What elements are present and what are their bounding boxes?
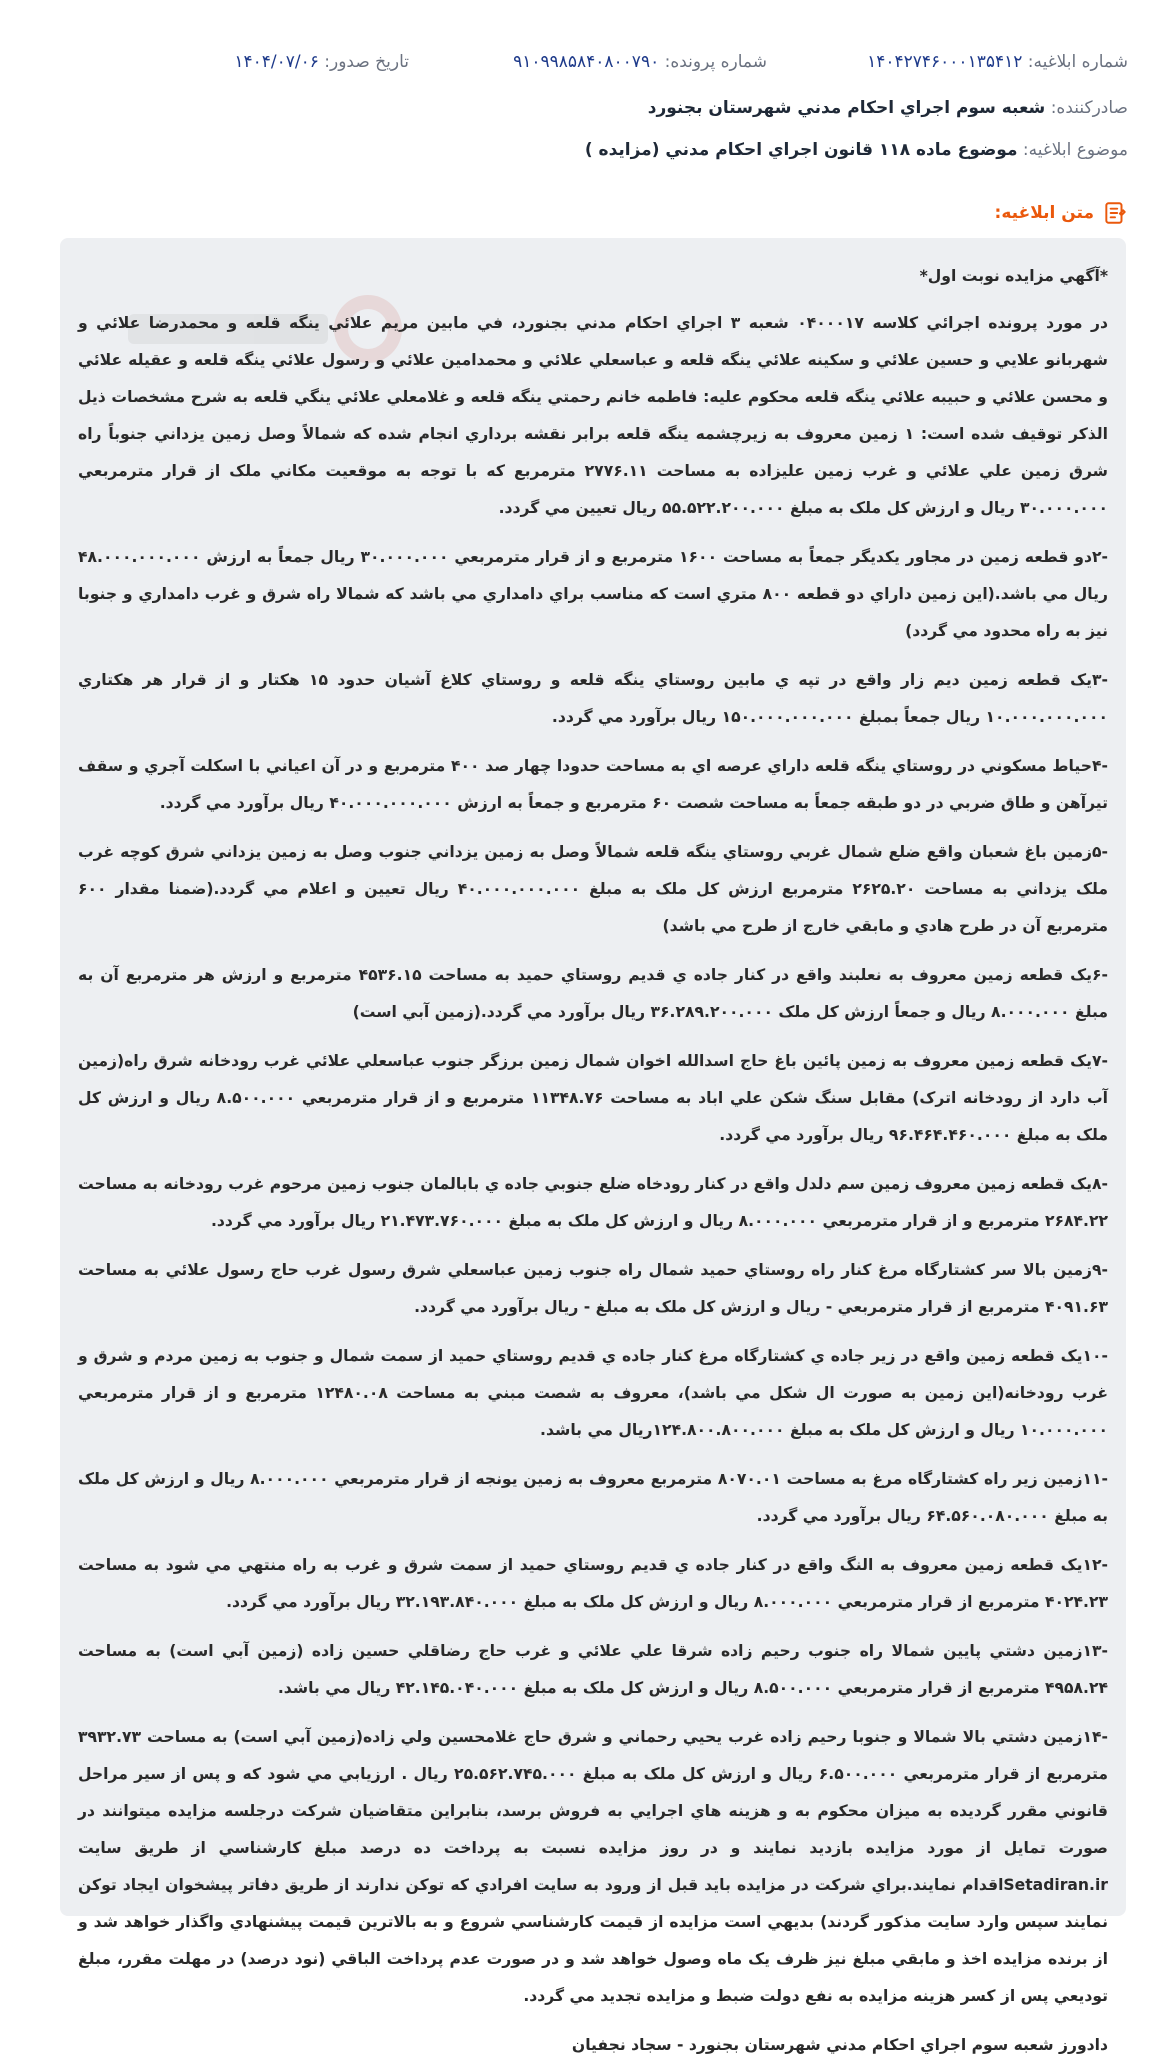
notice-paragraph: -۷يک قطعه زمين معروف به زمين پائين باغ حاج اسدالله اخوان شمال زمين برزگر جنوب عباسعلي علائي غرب رودخانه شرق راه(زمين آب دارد از رودخانه اترک) مقابل سنگ شکن علي اباد به مساحت ۱۱۳۴۸.۷۶ مترمربع و از قرار مترمربعي ۸.۵۰۰.۰۰۰ ريال و ارزش کل ملک به مبلغ ۹۶.۴۶۴.۴۶۰.۰۰۰ ريال برآورد مي گردد. (78, 1052, 1108, 1144)
notice-paragraph: -۲دو قطعه زمين در مجاور يکديگر جمعاً به مساحت ۱۶۰۰ مترمربع و از قرار مترمربعي ۳۰.۰۰۰.۰۰۰ ريال جمعاً به ارزش ۴۸.۰۰۰.۰۰۰.۰۰۰ ريال مي باشد.(اين زمين داراي دو قطعه ۸۰۰ متري است که مناسب براي دامداري مي باشد که شمالا راه شرق و غرب دامداري و جنوبا نيز به راه محدود مي گردد) (78, 548, 1109, 640)
notice-number-label: شماره ابلاغيه: (1027, 52, 1128, 72)
notice-paragraph: -۸يک قطعه زمين معروف زمين سم دلدل واقع در کنار رودخاه ضلع جنوبي جاده ي بابالمان جنوب زمين مرحوم غرب رودخانه به مساحت ۲۶۸۴.۲۲ مترمربع و از قرار مترمربعي ۸.۰۰۰.۰۰۰ ريال و ارزش کل ملک به مبلغ ۲۱.۴۷۳.۷۶۰.۰۰۰ ريال برآورد مي گردد. (78, 1175, 1108, 1230)
notice-body-box (60, 238, 1126, 2054)
notice-paragraph: -۱۰يک قطعه زمين واقع در زير جاده ي کشتارگاه مرغ کنار جاده ي قديم روستاي حميد از سمت شمال و جنوب به زمين مردم و شرق و غرب رودخانه(اين زمين به صورت ال شکل مي باشد)، معروف به شصت مبني به مساحت ۱۲۴۸۰.۰۸ مترمربع و از قرار مترمربعي ۱۰.۰۰۰.۰۰۰ ريال و ارزش کل ملک به مبلغ ۱۲۴.۸۰۰.۸۰۰.۰۰۰ريال مي باشد. (78, 1347, 1108, 1439)
issuer-line (648, 98, 1128, 118)
case-number (513, 52, 767, 72)
notice-paragraph: در مورد پرونده اجرائي کلاسه ۰۴۰۰۰۱۷ شعبه ۳ اجراي احکام مدني بجنورد، في مابين مريم علائي ينگه قلعه و محمدرضا علائي و شهربانو علايي و حسين علائي و سکينه علائي ينگه قلعه و عباسعلي علائي و محمدامين علائي و رسول علائي ينگه قلعه و عقيله علائي و محسن علائي و حبيبه علائي ينگه قلعه محکوم عليه: فاطمه خانم رحمتي ينگه قلعه و غلامعلي علائي ينگي قلعه به شرح مشخصات ذيل الذکر توقيف شده است: ۱ زمين معروف به زيرچشمه ينگه قلعه برابر نقشه برداري انجام شده که شمالاً وصل زمين يزداني جنوباً راه شرق زمين علي علائي و غرب زمين عليزاده به مساحت ۲۷۷۶.۱۱ مترمربع که با توجه به موقعيت مکاني ملک از قرار مترمربعي ۳۰.۰۰۰.۰۰۰ ريال و ارزش کل ملک به مبلغ ۵۵.۵۲۲.۲۰۰.۰۰۰ ريال تعيين مي گردد. (78, 314, 1108, 517)
notice-paragraph: -۴حياط مسکوني در روستاي ينگه قلعه داراي عرصه اي به مساحت حدودا چهار صد ۴۰۰ مترمربع و در آن اعياني با اسکلت آجري و سقف تيرآهن و طاق ضربي در دو طبقه جمعاً به مساحت شصت ۶۰ مترمربع و جمعاً به ارزش ۴۰.۰۰۰.۰۰۰.۰۰۰ ريال برآورد مي گردد. (78, 757, 1109, 812)
signature-line: دادورز شعبه سوم اجراي احکام مدني شهرستان بجنورد - سجاد نجفيان (571, 2036, 1108, 2054)
notice-paragraph: -۵زمين باغ شعبان واقع ضلع شمال غربي روستاي ينگه قلعه شمالاً وصل به زمين يزداني جنوب وصل به زمين يزداني شرق کوچه غرب ملک يزداني به مساحت ۲۶۲۵.۲۰ مترمربع ارزش کل ملک به مبلغ ۴۰.۰۰۰.۰۰۰.۰۰۰ ريال تعيين و اعلام مي گردد.(ضمنا مقدار ۶۰۰ مترمربع آن در طرح هادي و مابقي خارج از طرح مي باشد) (78, 843, 1108, 935)
issue-date (234, 52, 409, 72)
notice-paragraph: -۱۲يک قطعه زمين معروف به النگ واقع در کنار جاده ي قديم روستاي حميد از سمت شرق و غرب به راه منتهي مي شود به مساحت ۴۰۲۴.۲۳ مترمربع از قرار مترمربعي ۸.۰۰۰.۰۰۰ ريال و ارزش کل ملک به مبلغ ۳۲.۱۹۳.۸۴۰.۰۰۰ ريال برآورد مي گردد. (78, 1556, 1108, 1611)
notice-body-heading (995, 200, 1128, 226)
notice-number-value: ۱۴۰۴۲۷۴۶۰۰۰۱۳۵۴۱۲ (867, 52, 1023, 72)
case-number-value: ۹۱۰۹۹۸۵۸۴۰۸۰۰۷۹۰ (513, 52, 660, 72)
notice-paragraph: -۱۱زمين زير راه کشتارگاه مرغ به مساحت ۸۰۷۰.۰۱ مترمربع معروف به زمين يونجه از قرار مترمربعي ۸.۰۰۰.۰۰۰ ريال و ارزش کل ملک به مبلغ ۶۴.۵۶۰.۰۸۰.۰۰۰ ريال برآورد مي گردد. (78, 1470, 1108, 1525)
header-row (0, 52, 1174, 80)
subject-value: موضوع ماده ۱۱۸ قانون اجراي احکام مدني (مزايده ) (584, 140, 1018, 160)
notice-paragraph: -۱۳زمين دشتي پايين شمالا راه جنوب رحيم زاده شرقا علي علائي و غرب حاج رضاقلي حسين زاده (زمين آبي است) به مساحت ۴۹۵۸.۲۴ مترمربع از قرار مترمربعي ۸.۵۰۰.۰۰۰ ريال و ارزش کل ملک به مبلغ ۴۲.۱۴۵.۰۴۰.۰۰۰ ريال مي باشد. (78, 1642, 1108, 1697)
issuer-label: صادرکننده: (1050, 98, 1128, 118)
issue-date-value: ۱۴۰۴/۰۷/۰۶ (234, 52, 319, 72)
notice-paragraph: -۶يک قطعه زمين معروف به نعلبند واقع در کنار جاده ي قديم روستاي حميد به مساحت ۴۵۳۶.۱۵ مترمربع و ارزش هر مترمربع آن به مبلغ ۸.۰۰۰.۰۰۰ ريال و جمعاً ارزش کل ملک ۳۶.۲۸۹.۲۰۰.۰۰۰ ريال برآورد مي گردد.(زمين آبي است) (78, 966, 1108, 1021)
document-text-icon (1102, 200, 1128, 226)
subject-line (585, 140, 1128, 160)
case-number-label: شماره پرونده: (664, 52, 767, 72)
notice-number (867, 52, 1128, 72)
subject-label: موضوع ابلاغيه: (1022, 140, 1128, 160)
issue-date-label: تاريخ صدور: (324, 52, 409, 72)
notice-paragraph: -۹زمين بالا سر کشتارگاه مرغ کنار راه روستاي حميد شمال راه جنوب زمين عباسعلي شرق رسول غرب حاج رسول علائي به مساحت ۴۰۹۱.۶۳ مترمربع از قرار مترمربعي - ريال و ارزش کل ملک به مبلغ - ريال برآورد مي گردد. (78, 1261, 1108, 1316)
notice-paragraph: -۳يک قطعه زمين ديم زار واقع در تپه ي مابين روستاي ينگه قلعه و روستاي کلاغ آشيان حدود ۱۵ هکتار و از قرار هر هکتاري ۱۰.۰۰۰.۰۰۰.۰۰۰ ريال جمعاً بمبلغ ۱۵۰.۰۰۰.۰۰۰.۰۰۰ ريال برآورد مي گردد. (78, 671, 1108, 726)
issuer-value: شعبه سوم اجراي احکام مدني شهرستان بجنورد (647, 98, 1046, 118)
notice-body-label: متن ابلاغيه: (994, 203, 1094, 223)
notice-paragraph-title: *آگهي مزايده نوبت اول* (919, 267, 1108, 285)
notice-paragraph: -۱۴زمين دشتي بالا شمالا و جنوبا رحيم زاده غرب يحيي رحماني و شرق حاج غلامحسين ولي زاده(زمين آبي است) به مساحت ۳۹۳۲.۷۳ مترمربع از قرار مترمربعي ۶.۵۰۰.۰۰۰ ريال و ارزش کل ملک به مبلغ ۲۵.۵۶۲.۷۴۵.۰۰۰ ريال . ارزيابي مي شود که و پس از سير مراحل قانوني مقرر گرديده به ميزان محکوم به و هزينه هاي اجرايي به فروش برسد، بنابراين متقاضيان شرکت درجلسه مزايده ميتوانند در صورت تمايل از مورد مزايده بازديد نمايند و در روز مزايده نسبت به پرداخت ده درصد مبلغ کارشناسي از طريق سايت Setadiran.irاقدام نمايند.براي شرکت در مزايده بايد قبل از ورود به سايت افرادي که توکن ندارند از طريق دفاتر پيشخوان ايجاد توکن نمايند سپس وارد سايت مذکور گردند) بديهي است مزايده از قيمت کارشناسي شروع و به بالاترين قيمت پيشنهادي واگذار خواهد شد و از برنده مزايده اخذ و مابقي مبلغ نيز ظرف يک ماه وصول خواهد شد و در صورت عدم پرداخت الباقي (نود درصد) در مهلت مقرر، مبلغ توديعي پس از کسر هزينه مزايده به نفع دولت ضبط و مزايده تجديد مي گردد. (78, 1728, 1108, 2005)
